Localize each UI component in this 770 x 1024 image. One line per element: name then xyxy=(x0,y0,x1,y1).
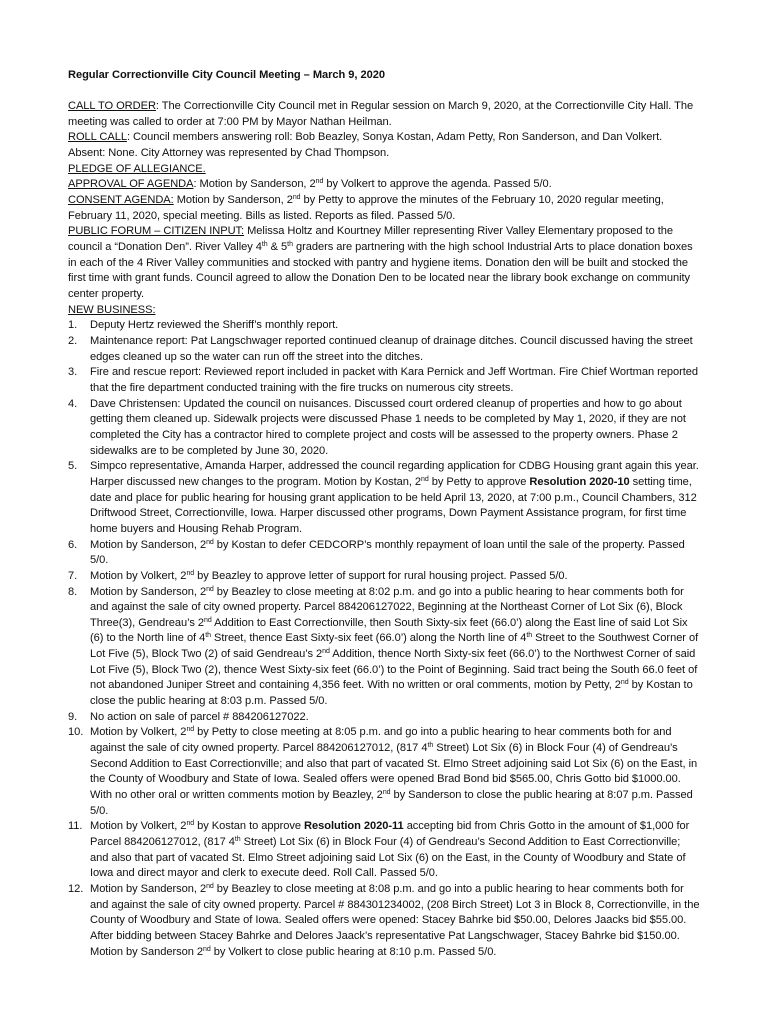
list-item-text: Street) Lot Six (6) in Block Four (4) of Gendreau’s Second Addition to East Correctionville; and also that part of vacated St. Elmo Street adjoining said Lot Six (6) on the East, in the County of Woodbury and State of Iowa. Sealed offers were opened Brad Bond bid $565.00, Chris Gotto bid $1000.00. With no other oral or written comments motion by Beazley, 2 xyxy=(90,742,698,802)
list-item-text: by Beazley to close meeting at 8:08 p.m. and go into a public hearing to hear comments both for and against the sale of city owned property. Parcel # 884301234002, (208 Birch Street) Lot 3 in Block 8, Correctionville, in the County of Woodbury and State of Iowa. Sealed offers were opened: Stacey Bahrke bid $50.00, Delores Jaacks bid $55.00. After bidding between Stacey Bahrke and Delores Jaack’s representative Pat Langschwager, Stacey Bahrke bid $150.00. Motion by Sanderson 2 xyxy=(90,882,700,958)
list-item xyxy=(68,710,700,726)
list-item-text: Street to the Southwest Corner of Lot Five (5), Block Two (2) of said Gendreau’s 2 xyxy=(90,632,699,661)
list-item-text: by Beazley to approve letter of support for rural housing project. Passed 5/0. xyxy=(194,569,568,582)
list-item-number: 6. xyxy=(68,538,78,551)
ordinal-superscript: th xyxy=(427,742,434,750)
list-item-number: 1. xyxy=(68,319,78,332)
list-item-text: by Sanderson to close the public hearing at 8:07 p.m. Passed 5/0. xyxy=(90,789,693,817)
list-item-text: Motion by Sanderson, 2 xyxy=(90,882,207,895)
list-item xyxy=(68,365,700,396)
consent-agenda-text-b: by Petty to approve the minutes of the February 10, 2020 regular meeting, February 11, 2020, special meeting. Bills as listed. Reports as filed. Passed 5/0. xyxy=(68,194,664,222)
list-item xyxy=(68,334,700,365)
list-item-number: 12. xyxy=(68,882,84,895)
list-item-number: 4. xyxy=(68,397,78,410)
list-item-number: 7. xyxy=(68,569,78,582)
new-business-label: NEW BUSINESS: xyxy=(68,303,156,316)
list-item-text: Addition, thence North Sixty-six feet (66.0’) to the Northwest Corner of said Lot Five (5), Block Two (2), thence West Sixty-six feet (66.0’) to the Point of Beginning. Said tract being the South 66.0 feet of not abandoned Juniper Street and containing 4,356 feet. With no written or oral comments, motion by Petty, 2 xyxy=(90,648,698,692)
list-item-number: 9. xyxy=(68,710,78,723)
ordinal-superscript: nd xyxy=(206,585,214,593)
list-item xyxy=(68,397,700,460)
list-item-text: Motion by Volkert, 2 xyxy=(90,820,187,833)
call-to-order-text: : The Correctionville City Council met in Regular session on March 9, 2020, at the Correctionville City Hall. The meeting was called to order at 7:00 PM by Mayor Nathan Heilman. xyxy=(68,100,694,128)
call-to-order-paragraph xyxy=(68,99,700,130)
list-item-number: 11. xyxy=(68,820,83,833)
pledge-label: PLEDGE OF ALLEGIANCE. xyxy=(68,162,206,175)
consent-agenda-label: CONSENT AGENDA: xyxy=(68,194,174,207)
list-item xyxy=(68,882,700,960)
ordinal-superscript: nd xyxy=(186,570,195,577)
approval-of-agenda-text-a: : Motion by Sanderson, 2 xyxy=(193,178,316,191)
list-item-number: 8. xyxy=(68,585,78,598)
list-item-text: accepting bid from Chris Gotto in the amount of $1,000 for Parcel 884206127012, (817 4 xyxy=(90,820,690,848)
ordinal-superscript: nd xyxy=(204,616,212,624)
list-item-text: Motion by Volkert, 2 xyxy=(90,569,187,582)
public-forum-label: PUBLIC FORUM – CITIZEN INPUT: xyxy=(68,225,245,238)
list-item xyxy=(68,538,700,569)
approval-of-agenda-paragraph xyxy=(68,177,700,193)
minutes-page xyxy=(68,68,700,960)
consent-agenda-paragraph xyxy=(68,193,700,224)
pledge-paragraph xyxy=(68,162,700,178)
ordinal-superscript: nd xyxy=(421,476,429,484)
list-item-text: by Petty to approve xyxy=(428,475,530,488)
list-item-text: by Kostan to approve xyxy=(194,820,305,833)
resolution-reference: Resolution 2020-11 xyxy=(304,820,404,833)
ordinal-superscript: nd xyxy=(186,726,195,734)
ordinal-superscript: nd xyxy=(203,945,211,953)
list-item-text: Dave Christensen: Updated the council on nuisances. Discussed court ordered cleanup of properties and how to go about getting them cleaned up. Sidewalk projects were discussed Phase 1 needs to be completed by May 1, 2020, if they are not completed the City has a contractor hired to complete project and costs will be assessed to the property owners. Phase 2 sidewalks are to be completed by June 30, 2020. xyxy=(90,397,686,457)
ordinal-superscript: th xyxy=(234,836,241,844)
public-forum-sup-a: th xyxy=(261,241,268,249)
public-forum-text-c: graders are partnering with the high school Industrial Arts to place donation boxes in each of the 4 River Valley communities and stocked with pantry and hygiene items. Donation den will be built and stocked the first time with grant funds. Council agreed to allow the Donation Den to be located near the library book exchange on community center property. xyxy=(68,241,693,301)
ordinal-superscript: nd xyxy=(206,883,214,891)
page-title: Regular Correctionville City Council Meeting – March 9, 2020 xyxy=(68,69,385,81)
ordinal-superscript: nd xyxy=(206,538,214,546)
list-item-text: Street, thence East Sixty-six feet (66.0’) along the North line of 4 xyxy=(211,632,527,645)
new-business-list xyxy=(68,318,700,960)
list-item xyxy=(68,585,700,710)
list-item-text: Maintenance report: Pat Langschwager reported continued cleanup of drainage ditches. Council discussed having the street edges cleaned up so the water can run off the street into the ditches. xyxy=(90,335,693,363)
public-forum-sup-b: th xyxy=(287,241,293,249)
list-item xyxy=(68,819,700,882)
list-item-text: by Petty to close meeting at 8:05 p.m. and go into a public hearing to hear comments both for and against the sale of city owned property. Parcel 884206127012, (817 4 xyxy=(90,726,672,755)
list-item xyxy=(68,318,700,334)
consent-agenda-text-a: Motion by Sanderson, 2 xyxy=(173,194,293,207)
roll-call-paragraph xyxy=(68,130,700,161)
call-to-order-label: CALL TO ORDER xyxy=(68,100,156,113)
list-item-number: 3. xyxy=(68,366,78,379)
list-item-text: Simpco representative, Amanda Harper, addressed the council regarding application for CDBG Housing grant again this year. Harper discussed new changes to the program. Motion by Kostan, 2 xyxy=(90,460,699,488)
list-item-text: Motion by Sanderson, 2 xyxy=(90,585,207,598)
list-item xyxy=(68,569,700,585)
ordinal-superscript: nd xyxy=(382,789,391,797)
approval-of-agenda-sup: nd xyxy=(315,178,324,186)
public-forum-text-b: & 5 xyxy=(267,241,288,254)
approval-of-agenda-label: APPROVAL OF AGENDA xyxy=(68,178,194,191)
list-item-text: Motion by Volkert, 2 xyxy=(90,726,187,739)
public-forum-paragraph xyxy=(68,224,700,302)
resolution-reference: Resolution 2020-10 xyxy=(529,475,630,488)
list-item-text: by Kostan to defer CEDCORP’s monthly repayment of loan until the sale of the property. Passed 5/0. xyxy=(90,538,685,567)
public-forum-text-a: Melissa Holtz and Kourtney Miller representing River Valley Elementary proposed to the council a “Donation Den”. River Valley 4 xyxy=(68,225,673,254)
new-business-paragraph xyxy=(68,303,700,319)
roll-call-label: ROLL CALL xyxy=(68,131,127,144)
list-item-text: by Kostan to close the public hearing at 8:03 p.m. Passed 5/0. xyxy=(90,679,693,708)
list-item-text: Motion by Sanderson, 2 xyxy=(90,538,207,551)
list-item-text: by Volkert to close public hearing at 8:10 p.m. Passed 5/0. xyxy=(210,945,497,958)
list-item-text: Fire and rescue report: Reviewed report included in packet with Kara Pernick and Jeff Wortman. Fire Chief Wortman reported that the fire department conducted training with the fire trucks on numerous city streets. xyxy=(90,366,699,394)
list-item-number: 2. xyxy=(68,335,78,347)
ordinal-superscript: nd xyxy=(322,648,330,656)
list-item-text: No action on sale of parcel # 884206127022. xyxy=(90,710,309,723)
ordinal-superscript: nd xyxy=(620,679,629,687)
list-item-text: Deputy Hertz reviewed the Sheriff’s monthly report. xyxy=(90,319,339,332)
list-item xyxy=(68,725,700,819)
list-item xyxy=(68,459,700,537)
list-item-number: 5. xyxy=(68,460,78,473)
ordinal-superscript: nd xyxy=(186,820,195,828)
list-item-text: Addition to East Correctionville, then South Sixty-six feet (66.0’) along the East line of said Lot Six (6) to the North line of 4 xyxy=(90,616,688,645)
roll-call-text: : Council members answering roll: Bob Beazley, Sonya Kostan, Adam Petty, Ron Sanderson, and Dan Volkert. Absent: None. City Attorney was represented by Chad Thompson. xyxy=(68,131,663,160)
list-item-text: Street) Lot Six (6) in Block Four (4) of Gendreau’s Second Addition to East Correctionville; and also that part of vacated St. Elmo Street adjoining said Lot Six (6) on the East, in the County of Woodbury and State of Iowa and direct mayor and clerk to execute deed. Roll Call. Passed 5/0. xyxy=(90,836,686,880)
ordinal-superscript: th xyxy=(205,632,211,640)
list-item-number: 10. xyxy=(68,726,84,739)
list-item-text: setting time, date and place for public hearing for housing grant application to be held April 13, 2020, at 7:00 p.m., Council Chambers, 312 Driftwood Street, Correctionville, Iowa. Harper discussed other programs, Down Payment Assistance program, for first time home buyers and Housing Rehab Program. xyxy=(90,475,697,535)
ordinal-superscript: th xyxy=(526,632,533,640)
approval-of-agenda-text-b: by Volkert to approve the agenda. Passed 5/0. xyxy=(323,178,552,191)
consent-agenda-sup: nd xyxy=(292,194,301,202)
list-item-text: by Beazley to close meeting at 8:02 p.m. and go into a public hearing to hear comments both for and against the sale of city owned property. Parcel 884206127022, Beginning at the Northeast Corner of Lot Six (6), Block Three(3), Gendreau’s 2 xyxy=(90,585,684,629)
